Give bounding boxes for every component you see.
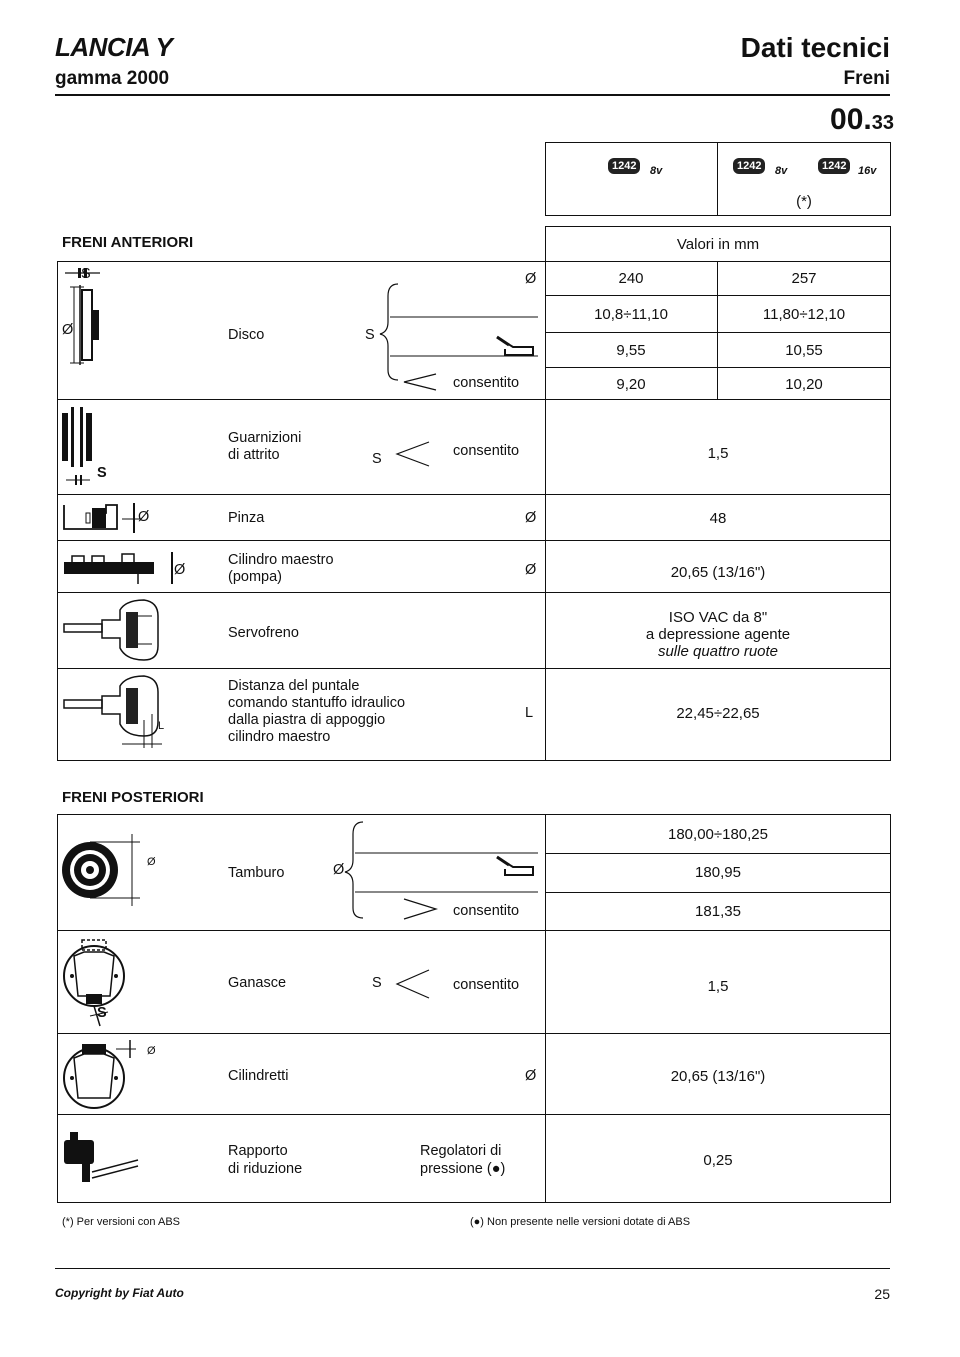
footer-rule [55, 1268, 890, 1269]
pressure-regulator-icon [62, 1126, 172, 1186]
drum-consentito: consentito [453, 903, 520, 919]
row-divider [57, 1114, 891, 1115]
distance-l-symbol: L [525, 705, 534, 721]
disc-rectified-value: 10,55 [785, 342, 823, 359]
distance-label-1: Distanza del puntale [228, 678, 360, 694]
master-value: 20,65 (13/16") [670, 564, 766, 581]
distance-label-4: cilindro maestro [228, 729, 331, 745]
drum-max-value: 181,35 [695, 903, 741, 920]
model-range: gamma 2000 [55, 68, 170, 89]
pads-label-1: Guarnizioni [228, 430, 302, 446]
ratio-label-1: Rapporto [228, 1143, 288, 1159]
disc-diameter-value: 240 [618, 270, 644, 287]
distance-label-2: comando stantuffo idraulico [228, 695, 406, 711]
greater-than-icon [400, 897, 440, 921]
engine-valves: 8v [650, 165, 663, 177]
less-than-icon [393, 968, 433, 1000]
less-than-icon [400, 372, 440, 392]
page-number: 25 [874, 1286, 890, 1302]
row-divider [57, 494, 891, 495]
caliper-icon-diameter: Ø [138, 509, 150, 525]
disc-diameter-symbol: Ø [525, 271, 537, 287]
abs-note-marker: (*) [796, 193, 812, 210]
disc-diameter-value: 257 [791, 270, 817, 287]
brand-title: LANCIA Y [55, 32, 173, 62]
drum-rectified-value: 180,95 [695, 864, 741, 881]
servo-value-3: sulle quattro ruote [657, 643, 779, 660]
disc-consentito: consentito [453, 375, 520, 391]
ratio-value: 0,25 [703, 1152, 733, 1169]
pads-value: 1,5 [707, 445, 729, 462]
row-divider [545, 853, 891, 854]
wheel-cyl-diameter-symbol: Ø [525, 1068, 537, 1084]
brake-caliper-icon [62, 499, 172, 535]
row-divider [57, 1033, 891, 1034]
shoes-consentito: consentito [453, 977, 520, 993]
wheel-cyl-label: Cilindretti [228, 1068, 289, 1084]
servo-rod-icon [62, 674, 182, 756]
shoes-value: 1,5 [707, 978, 729, 995]
drum-icon-diameter: Ø [147, 856, 156, 868]
pads-consentito: consentito [453, 443, 520, 459]
rectify-icon [495, 335, 535, 357]
copyright: Copyright by Fiat Auto [55, 1286, 184, 1300]
row-divider [57, 540, 891, 541]
disc-min-value: 10,20 [785, 376, 823, 393]
wheel-cyl-icon-diameter: Ø [147, 1045, 156, 1057]
engine-icon: 1242 [733, 158, 765, 174]
row-divider [545, 332, 891, 333]
brake-servo-icon [62, 598, 182, 664]
row-divider [57, 930, 891, 931]
section-title: Dati tecnici [740, 32, 890, 63]
disc-s: S [365, 327, 375, 343]
disc-thickness-value: 10,8÷11,10 [594, 306, 668, 323]
regulator-label-1: Regolatori di [420, 1143, 502, 1159]
page-code: 00.33 [830, 103, 894, 136]
servo-value-1: ISO VAC da 8" [668, 609, 768, 626]
disc-label: Disco [228, 327, 265, 343]
engine-valves: 8v [775, 165, 788, 177]
caliper-value: 48 [709, 510, 727, 527]
disc-min-value: 9,20 [616, 376, 646, 393]
row-divider [57, 668, 891, 669]
brake-drum-icon [60, 822, 150, 922]
servo-value-2: a depressione agente [645, 626, 791, 643]
subsection-title: Freni [843, 68, 890, 89]
drum-nominal-value: 180,00÷180,25 [668, 826, 768, 843]
pads-icon-s: S [97, 465, 107, 481]
engine-icon: 1242 [818, 158, 850, 174]
master-cylinder-icon [62, 548, 182, 588]
row-divider [57, 399, 891, 400]
caliper-label: Pinza [228, 510, 265, 526]
units-label: Valori in mm [676, 236, 760, 253]
pads-s: S [372, 451, 382, 467]
distance-value: 22,45÷22,65 [676, 705, 760, 722]
disc-icon-diameter: Ø [62, 322, 74, 338]
drum-diameter-symbol: Ø [333, 862, 345, 878]
master-icon-diameter: Ø [174, 562, 186, 578]
distance-icon-l: L [158, 720, 165, 732]
distance-label-3: dalla piastra di appoggio [228, 712, 386, 728]
front-brakes-heading: FRENI ANTERIORI [62, 234, 194, 251]
master-label-2: (pompa) [228, 569, 282, 585]
servo-label: Servofreno [228, 625, 299, 641]
row-divider [545, 295, 891, 296]
caliper-diameter-symbol: Ø [525, 510, 537, 526]
rear-brakes-heading: FRENI POSTERIORI [62, 789, 204, 806]
engine-icon: 1242 [608, 158, 640, 174]
disc-thickness-value: 11,80÷12,10 [762, 306, 846, 323]
shoes-icon-s: S [97, 1005, 107, 1021]
drum-label: Tamburo [228, 865, 285, 881]
header-rule [55, 94, 890, 96]
disc-icon-s: S [81, 266, 91, 282]
wheel-cylinder-icon [60, 1040, 150, 1112]
rectify-icon [495, 855, 535, 877]
row-divider [545, 892, 891, 893]
wheel-cyl-value: 20,65 (13/16") [670, 1068, 766, 1085]
brake-pads-icon [60, 405, 100, 490]
engine-col1-header [545, 142, 718, 216]
row-divider [57, 592, 891, 593]
row-divider [545, 367, 891, 368]
less-than-icon [393, 440, 433, 470]
master-diameter-symbol: Ø [525, 562, 537, 578]
pads-label-2: di attrito [228, 447, 280, 463]
master-label-1: Cilindro maestro [228, 552, 334, 568]
regulator-label-2: pressione (●) [420, 1161, 506, 1177]
footnote-regulator: (●) Non presente nelle versioni dotate di ABS [470, 1216, 691, 1228]
shoes-s: S [372, 975, 382, 991]
footnote-abs: (*) Per versioni con ABS [62, 1216, 180, 1228]
ratio-label-2: di riduzione [228, 1161, 303, 1177]
engine-valves: 16v [858, 165, 877, 177]
disc-rectified-value: 9,55 [616, 342, 646, 359]
shoes-label: Ganasce [228, 975, 287, 991]
